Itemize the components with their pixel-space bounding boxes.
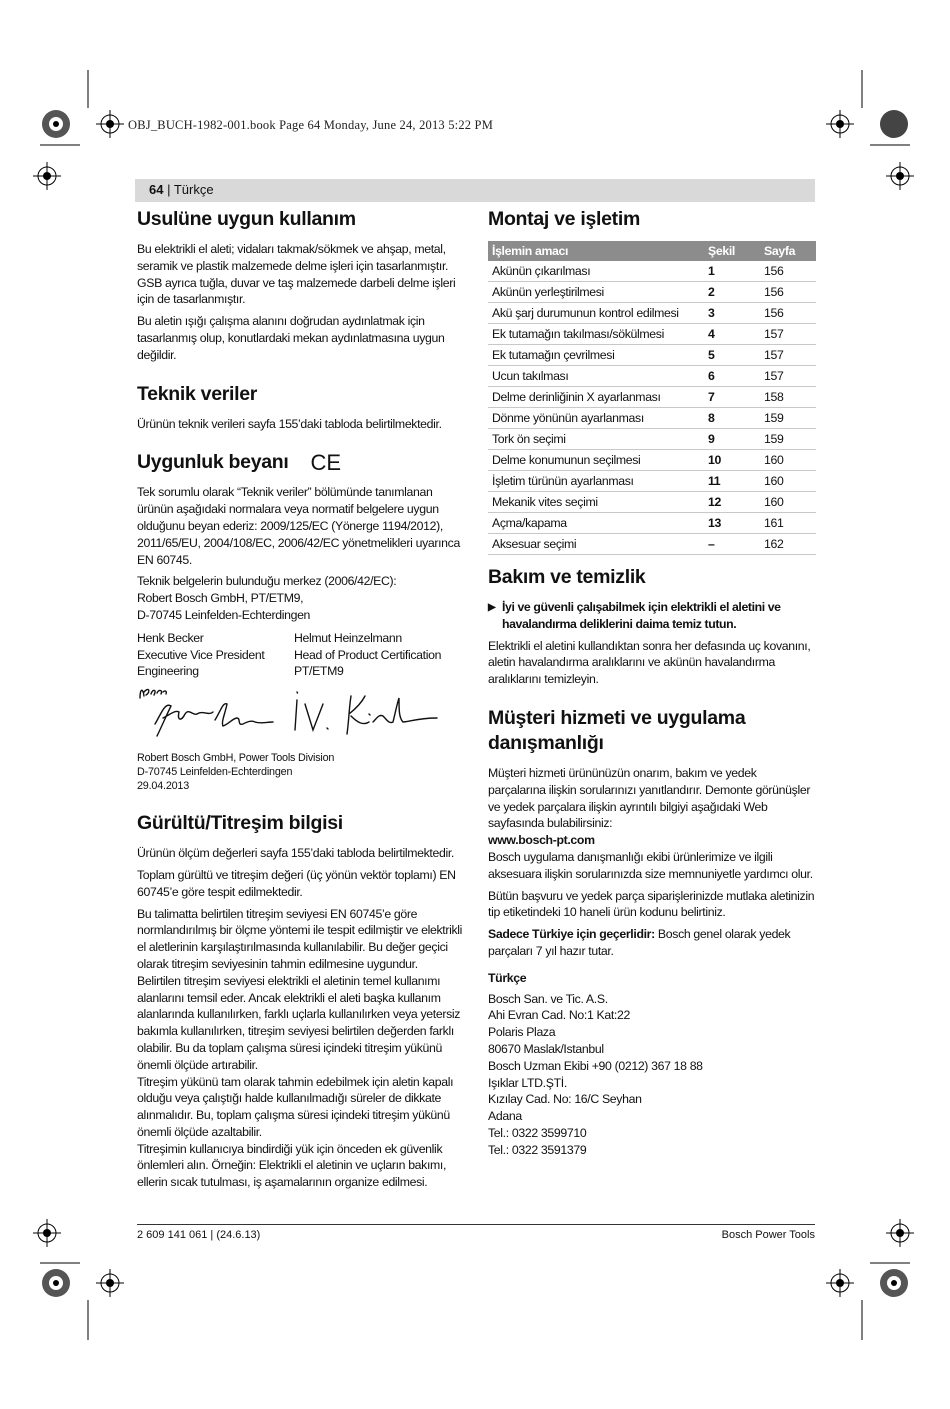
- section-title-care: Bakım ve temizlik: [488, 566, 646, 588]
- table-cell-figure: 1: [704, 261, 760, 282]
- table-cell-purpose: Tork ön seçimi: [488, 429, 704, 450]
- care-bullet-text: İyi ve güvenli çalışabilmek için elektrikli el aletini ve havalandırma deliklerini daima temiz tutun.: [502, 600, 781, 631]
- section-title-noise: Gürültü/Titreşim bilgisi: [137, 812, 343, 835]
- table-cell-purpose: Ek tutamağın takılması/sökülmesi: [488, 324, 704, 345]
- handwritten-signatures: [137, 684, 457, 744]
- table-cell-purpose: Ucun takılması: [488, 366, 704, 387]
- care-paragraph: Elektrikli el aletini kullandıktan sonra her defasında uç kovanını, aletin havalandırma aralıklarını ve akünün havalandırma aralıklarını temizleyin.: [488, 638, 811, 687]
- noise-paragraph-4: Belirtilen titreşim seviyesi elektrikli el aletinin temel kullanımı alanlarını temsil eder. Ancak elektrikli el aleti başka kullanım alanlarında kullanılırken, farklı uçlarla kullanılırken veya yetersiz bakımla kullanılırken, titreşim seviyesi belirtilen değerden farklı olabilir. Bu da toplam çalışma süresi içindeki titreşim yükünü önemli ölçüde artırabilir.: [137, 973, 461, 1072]
- technical-paragraph: Ürünün teknik verileri sayfa 155’daki tabloda belirtilmektedir.: [137, 416, 442, 431]
- table-row: [488, 282, 816, 303]
- table-cell-figure: 2: [704, 282, 760, 303]
- section-title-technical: Teknik veriler: [137, 382, 258, 405]
- table-row: [488, 345, 816, 366]
- usage-paragraph-2: Bu aletin ışığı çalışma alanını doğrudan aydınlatmak için tasarlanmış olup, konutlardaki mekan aydınlatmasına uygun değildir.: [137, 314, 445, 362]
- table-cell-purpose: Akü şarj durumunun kontrol edilmesi: [488, 303, 704, 324]
- section-title-assembly: Montaj ve işletim: [488, 208, 641, 230]
- table-cell-page: 160: [760, 492, 816, 513]
- signatory-1-role-1: Executive Vice President: [137, 647, 265, 662]
- address-line: Tel.: 0322 3599710: [488, 1125, 587, 1140]
- service-paragraph-3: Bütün başvuru ve yedek parça siparişlerinizde mutlaka aletinizin tip etiketindeki 10 haneli ürün kodunu belirtiniz.: [488, 888, 815, 920]
- tech-file-line-2: Robert Bosch GmbH, PT/ETM9,: [137, 591, 304, 606]
- table-cell-page: 160: [760, 450, 816, 471]
- signatory-1: [137, 630, 294, 680]
- table-cell-page: 157: [760, 366, 816, 387]
- tech-file-line-1: Teknik belgelerin bulunduğu merkez (2006/42/EC):: [137, 574, 397, 589]
- table-body: [488, 261, 816, 555]
- company-line-2: D-70745 Leinfelden-Echterdingen: [137, 766, 293, 779]
- table-cell-figure: 6: [704, 366, 760, 387]
- table-cell-purpose: Dönme yönünün ayarlanması: [488, 408, 704, 429]
- table-row: [488, 303, 816, 324]
- page-number: 64: [149, 182, 164, 197]
- table-row: [488, 408, 816, 429]
- table-cell-purpose: Akünün çıkarılması: [488, 261, 704, 282]
- tech-file-line-3: D-70745 Leinfelden-Echterdingen: [137, 607, 311, 622]
- address-line: Bosch San. ve Tic. A.S.: [488, 991, 608, 1006]
- table-row: [488, 387, 816, 408]
- table-cell-figure: 10: [704, 450, 760, 471]
- table-cell-page: 156: [760, 282, 816, 303]
- table-header-page: Sayfa: [760, 241, 816, 261]
- table-cell-page: 158: [760, 387, 816, 408]
- table-cell-figure: 5: [704, 345, 760, 366]
- conformity-paragraph-2: [137, 573, 464, 623]
- section-title-service: Müşteri hizmeti ve uygulama danışmanlığı: [488, 706, 746, 754]
- address-line: Işıklar LTD.ŞTİ.: [488, 1075, 567, 1090]
- table-row: [488, 534, 816, 555]
- table-cell-page: 157: [760, 345, 816, 366]
- address-line: Tel.: 0322 3591379: [488, 1142, 587, 1157]
- signatory-2-role-1: Head of Product Certification: [294, 647, 442, 662]
- table-row: [488, 513, 816, 534]
- assembly-table: [488, 241, 816, 555]
- address-line: Adana: [488, 1109, 522, 1124]
- table-header-row: [488, 241, 816, 261]
- service-turkey-label: Sadece Türkiye için geçerlidir:: [488, 927, 655, 942]
- section-title-conformity: [137, 450, 464, 475]
- right-column: [488, 207, 816, 1164]
- page-footer: [137, 1224, 815, 1241]
- table-cell-purpose: Delme derinliğinin X ayarlanması: [488, 387, 704, 408]
- signatories: [137, 630, 464, 680]
- service-address: [488, 991, 816, 1159]
- table-header-purpose: İşlemin amacı: [488, 241, 704, 261]
- signatory-1-name: Henk Becker: [137, 630, 204, 645]
- table-cell-figure: –: [704, 534, 760, 555]
- table-row: [488, 492, 816, 513]
- table-row: [488, 366, 816, 387]
- table-cell-purpose: Akünün yerleştirilmesi: [488, 282, 704, 303]
- care-bullet: [488, 599, 816, 633]
- footer-doc-number: 2 609 141 061 | (24.6.13): [137, 1229, 261, 1241]
- noise-paragraph-1: Ürünün ölçüm değerleri sayfa 155’daki tabloda belirtilmektedir.: [137, 846, 454, 861]
- address-line: Polaris Plaza: [488, 1025, 556, 1040]
- country-heading: Türkçe: [488, 970, 527, 985]
- address-line: 80670 Maslak/Istanbul: [488, 1041, 604, 1056]
- service-paragraph-2: Bosch uygulama danışmanlığı ekibi ürünlerimize ve ilgili aksesuara ilişkin sorularınızda size memnuniyetle yardımcı olur.: [488, 849, 813, 881]
- section-title-usage: Usulüne uygun kullanım: [137, 208, 356, 230]
- address-line: Kızılay Cad. No: 16/C Seyhan: [488, 1092, 642, 1107]
- service-url-link[interactable]: www.bosch-pt.com: [488, 833, 595, 848]
- table-cell-figure: 13: [704, 513, 760, 534]
- address-line: Ahi Evran Cad. No:1 Kat:22: [488, 1008, 630, 1023]
- table-row: [488, 471, 816, 492]
- noise-paragraph-2: Toplam gürültü ve titreşim değeri (üç yönün vektör toplamı) EN 60745’e göre tespit edilmektedir.: [137, 867, 456, 899]
- table-cell-page: 156: [760, 261, 816, 282]
- table-cell-purpose: Mekanik vites seçimi: [488, 492, 704, 513]
- conformity-title-text: Uygunluk beyanı: [137, 451, 289, 474]
- table-cell-figure: 3: [704, 303, 760, 324]
- table-cell-page: 159: [760, 429, 816, 450]
- signatory-2-role-2: PT/ETM9: [294, 664, 344, 679]
- service-turkey-text: Bosch genel olarak yedek parçaları 7 yıl hazır tutar.: [488, 927, 791, 958]
- left-column: [137, 207, 464, 1196]
- bullet-arrow-icon: ▶: [488, 602, 496, 613]
- table-row: [488, 429, 816, 450]
- table-cell-purpose: Aksesuar seçimi: [488, 534, 704, 555]
- footer-brand: Bosch Power Tools: [721, 1229, 815, 1241]
- table-cell-page: 160: [760, 471, 816, 492]
- table-cell-purpose: Delme konumunun seçilmesi: [488, 450, 704, 471]
- header-language: Türkçe: [173, 182, 214, 197]
- table-cell-figure: 11: [704, 471, 760, 492]
- usage-paragraph-1: Bu elektrikli el aleti; vidaları takmak/sökmek ve ahşap, metal, seramik ve plastik malzemede delme işleri için tasarlanmıştır. GSB ayrıca tuğla, duvar ve taş malzemede darbeli delme işleri için de tasarlanmıştır.: [137, 242, 456, 307]
- signatory-2: [294, 630, 441, 680]
- table-cell-purpose: İşletim türünün ayarlanması: [488, 471, 704, 492]
- table-cell-figure: 12: [704, 492, 760, 513]
- table-cell-purpose: Açma/kapama: [488, 513, 704, 534]
- company-line-1: Robert Bosch GmbH, Power Tools Division: [137, 752, 335, 765]
- service-paragraph-4: [488, 926, 816, 960]
- table-header-figure: Şekil: [704, 241, 760, 261]
- service-paragraph-1: Müşteri hizmeti ürününüzün onarım, bakım ve yedek parçalarına ilişkin sorularınızı yanıtlandırır. Demonte görünüşler ve yedek parçalara ilişkin ayrıntılı bilgiyi aşağıdaki Web sayfasında bulabilirsiniz:: [488, 765, 811, 831]
- table-cell-figure: 7: [704, 387, 760, 408]
- table-cell-figure: 4: [704, 324, 760, 345]
- signatory-1-role-2: Engineering: [137, 664, 199, 679]
- table-cell-purpose: Ek tutamağın çevrilmesi: [488, 345, 704, 366]
- table-cell-page: 157: [760, 324, 816, 345]
- signatory-2-name: Helmut Heinzelmann: [294, 630, 402, 645]
- table-cell-page: 162: [760, 534, 816, 555]
- noise-paragraph-3: Bu talimatta belirtilen titreşim seviyesi EN 60745’e göre normlandırılmış bir ölçme yöntemi ile tespit edilmiştir ve elektrikli el aletlerinin karşılaştırılmasında kullanılabilir. Bu değer geçici olarak titreşim seviyesinin tahmin edilmesine uygundur.: [137, 906, 463, 971]
- company-block: [137, 751, 464, 793]
- noise-paragraph-5: Titreşim yükünü tam olarak tahmin edebilmek için aletin kapalı olduğu veya çalıştığı halde kullanılmadığı süreler de dikkate alınmalıdır. Bu, toplam çalışma süresi içindeki titreşim yükünü önemli ölçüde azaltabilir.: [137, 1074, 454, 1139]
- page-header-bar: 64 | Türkçe: [135, 179, 815, 202]
- ce-mark-icon: CE: [310, 450, 342, 476]
- table-cell-page: 159: [760, 408, 816, 429]
- noise-paragraph-6: Titreşimin kullanıcıya bindirdiği yük için önceden ek güvenlik önlemleri alın. Örneğin: Elektrikli el aletinin ve uçların bakımı, ellerin sıcak tutulması, iş aşamalarının organize edilmesi.: [137, 1141, 447, 1190]
- conformity-paragraph-1: Tek sorumlu olarak “Teknik veriler” bölümünde tanımlanan ürünün aşağıdaki normalara veya normatif belgelere uygun olduğunu beyan ederiz: 2009/125/EC (Yönerge 1194/2012), 2011/65/EU, 2004/108/EC, 2006/42/EC yönetmelikleri uyarınca EN 60745.: [137, 485, 460, 567]
- address-line: Bosch Uzman Ekibi +90 (0212) 367 18 88: [488, 1058, 703, 1073]
- table-cell-page: 156: [760, 303, 816, 324]
- table-cell-figure: 8: [704, 408, 760, 429]
- table-cell-page: 161: [760, 513, 816, 534]
- table-cell-figure: 9: [704, 429, 760, 450]
- table-row: [488, 261, 816, 282]
- table-row: [488, 450, 816, 471]
- table-row: [488, 324, 816, 345]
- print-slug: OBJ_BUCH-1982-001.book Page 64 Monday, June 24, 2013 5:22 PM: [128, 118, 494, 132]
- company-date: 29.04.2013: [137, 780, 190, 793]
